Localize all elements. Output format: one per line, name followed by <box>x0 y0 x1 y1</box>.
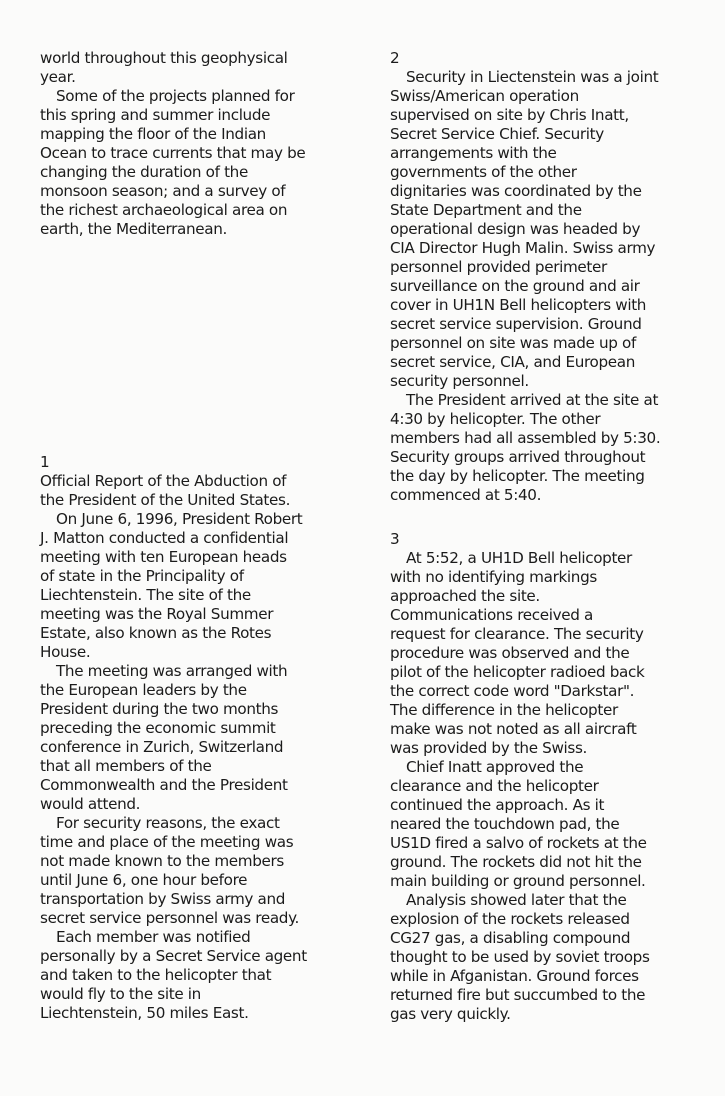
section-1-number: 1 <box>40 453 50 471</box>
section-3-number: 3 <box>390 530 400 548</box>
continuation-paragraph-2: Some of the projects planned for this spring and summer include mapping the floor of the Indian Ocean to trace currents that may be changing the duration of the monsoon season; and a survey of the richest archaeological area on earth, the Mediterranean. <box>40 87 306 238</box>
section-1 <box>40 453 307 1023</box>
section-1-paragraph-2: The meeting was arranged with the European leaders by the President during the two months preceding the economic summit conference in Zurich, Switzerland that all members of the Commonwealth and the President would attend. <box>40 662 288 813</box>
section-1-paragraph-1: On June 6, 1996, President Robert J. Matton conducted a confidential meeting with ten European heads of state in the Principality of Liechtenstein. The site of the meeting was the Royal Summer Estate, also known as the Rotes House. <box>40 510 303 661</box>
section-1-title: Official Report of the Abduction of the President of the United States. <box>40 472 291 509</box>
section-3 <box>390 530 650 1024</box>
section-3-paragraph-1: At 5:52, a UH1D Bell helicopter with no identifying markings approached the site. Communications received a request for clearance. The security procedure was observed and the pilot of the helicopter radioed back the correct code word "Darkstar". The difference in the helicopter make was not noted as all aircraft was provided by the Swiss. <box>390 549 645 757</box>
continuation-paragraph-1: world throughout this geophysical year. <box>40 49 288 86</box>
section-1-paragraph-4: Each member was notified personally by a Secret Service agent and taken to the helicopter that would fly to the site in Liechtenstein, 50 miles East. <box>40 928 307 1022</box>
section-2 <box>390 49 660 505</box>
continuation-text <box>40 49 305 239</box>
section-3-paragraph-3: Analysis showed later that the explosion of the rockets released CG27 gas, a disabling compound thought to be used by soviet troops while in Afganistan. Ground forces returned fire but succumbed to the gas very quickly. <box>390 891 650 1023</box>
section-2-paragraph-1: Security in Liectenstein was a joint Swiss/American operation supervised on site by Chris Inatt, Secret Service Chief. Security arrangements with the governments of the other dignitaries was coordinated by the State Department and the operational design was headed by CIA Director Hugh Malin. Swiss army personnel provided perimeter surveillance on the ground and air cover in UH1N Bell helicopters with secret service supervision. Ground personnel on site was made up of secret service, CIA, and European security personnel. <box>390 68 659 390</box>
section-2-paragraph-2: The President arrived at the site at 4:30 by helicopter. The other members had all assembled by 5:30. Security groups arrived throughout the day by helicopter. The meeting commenced at 5:40. <box>390 391 661 504</box>
section-2-number: 2 <box>390 49 400 67</box>
section-1-paragraph-3: For security reasons, the exact time and place of the meeting was not made known to the members until June 6, one hour before transportation by Swiss army and secret service personnel was ready. <box>40 814 300 927</box>
section-3-paragraph-2: Chief Inatt approved the clearance and the helicopter continued the approach. As it neared the touchdown pad, the US1D fired a salvo of rockets at the ground. The rockets did not hit the main building or ground personnel. <box>390 758 647 890</box>
